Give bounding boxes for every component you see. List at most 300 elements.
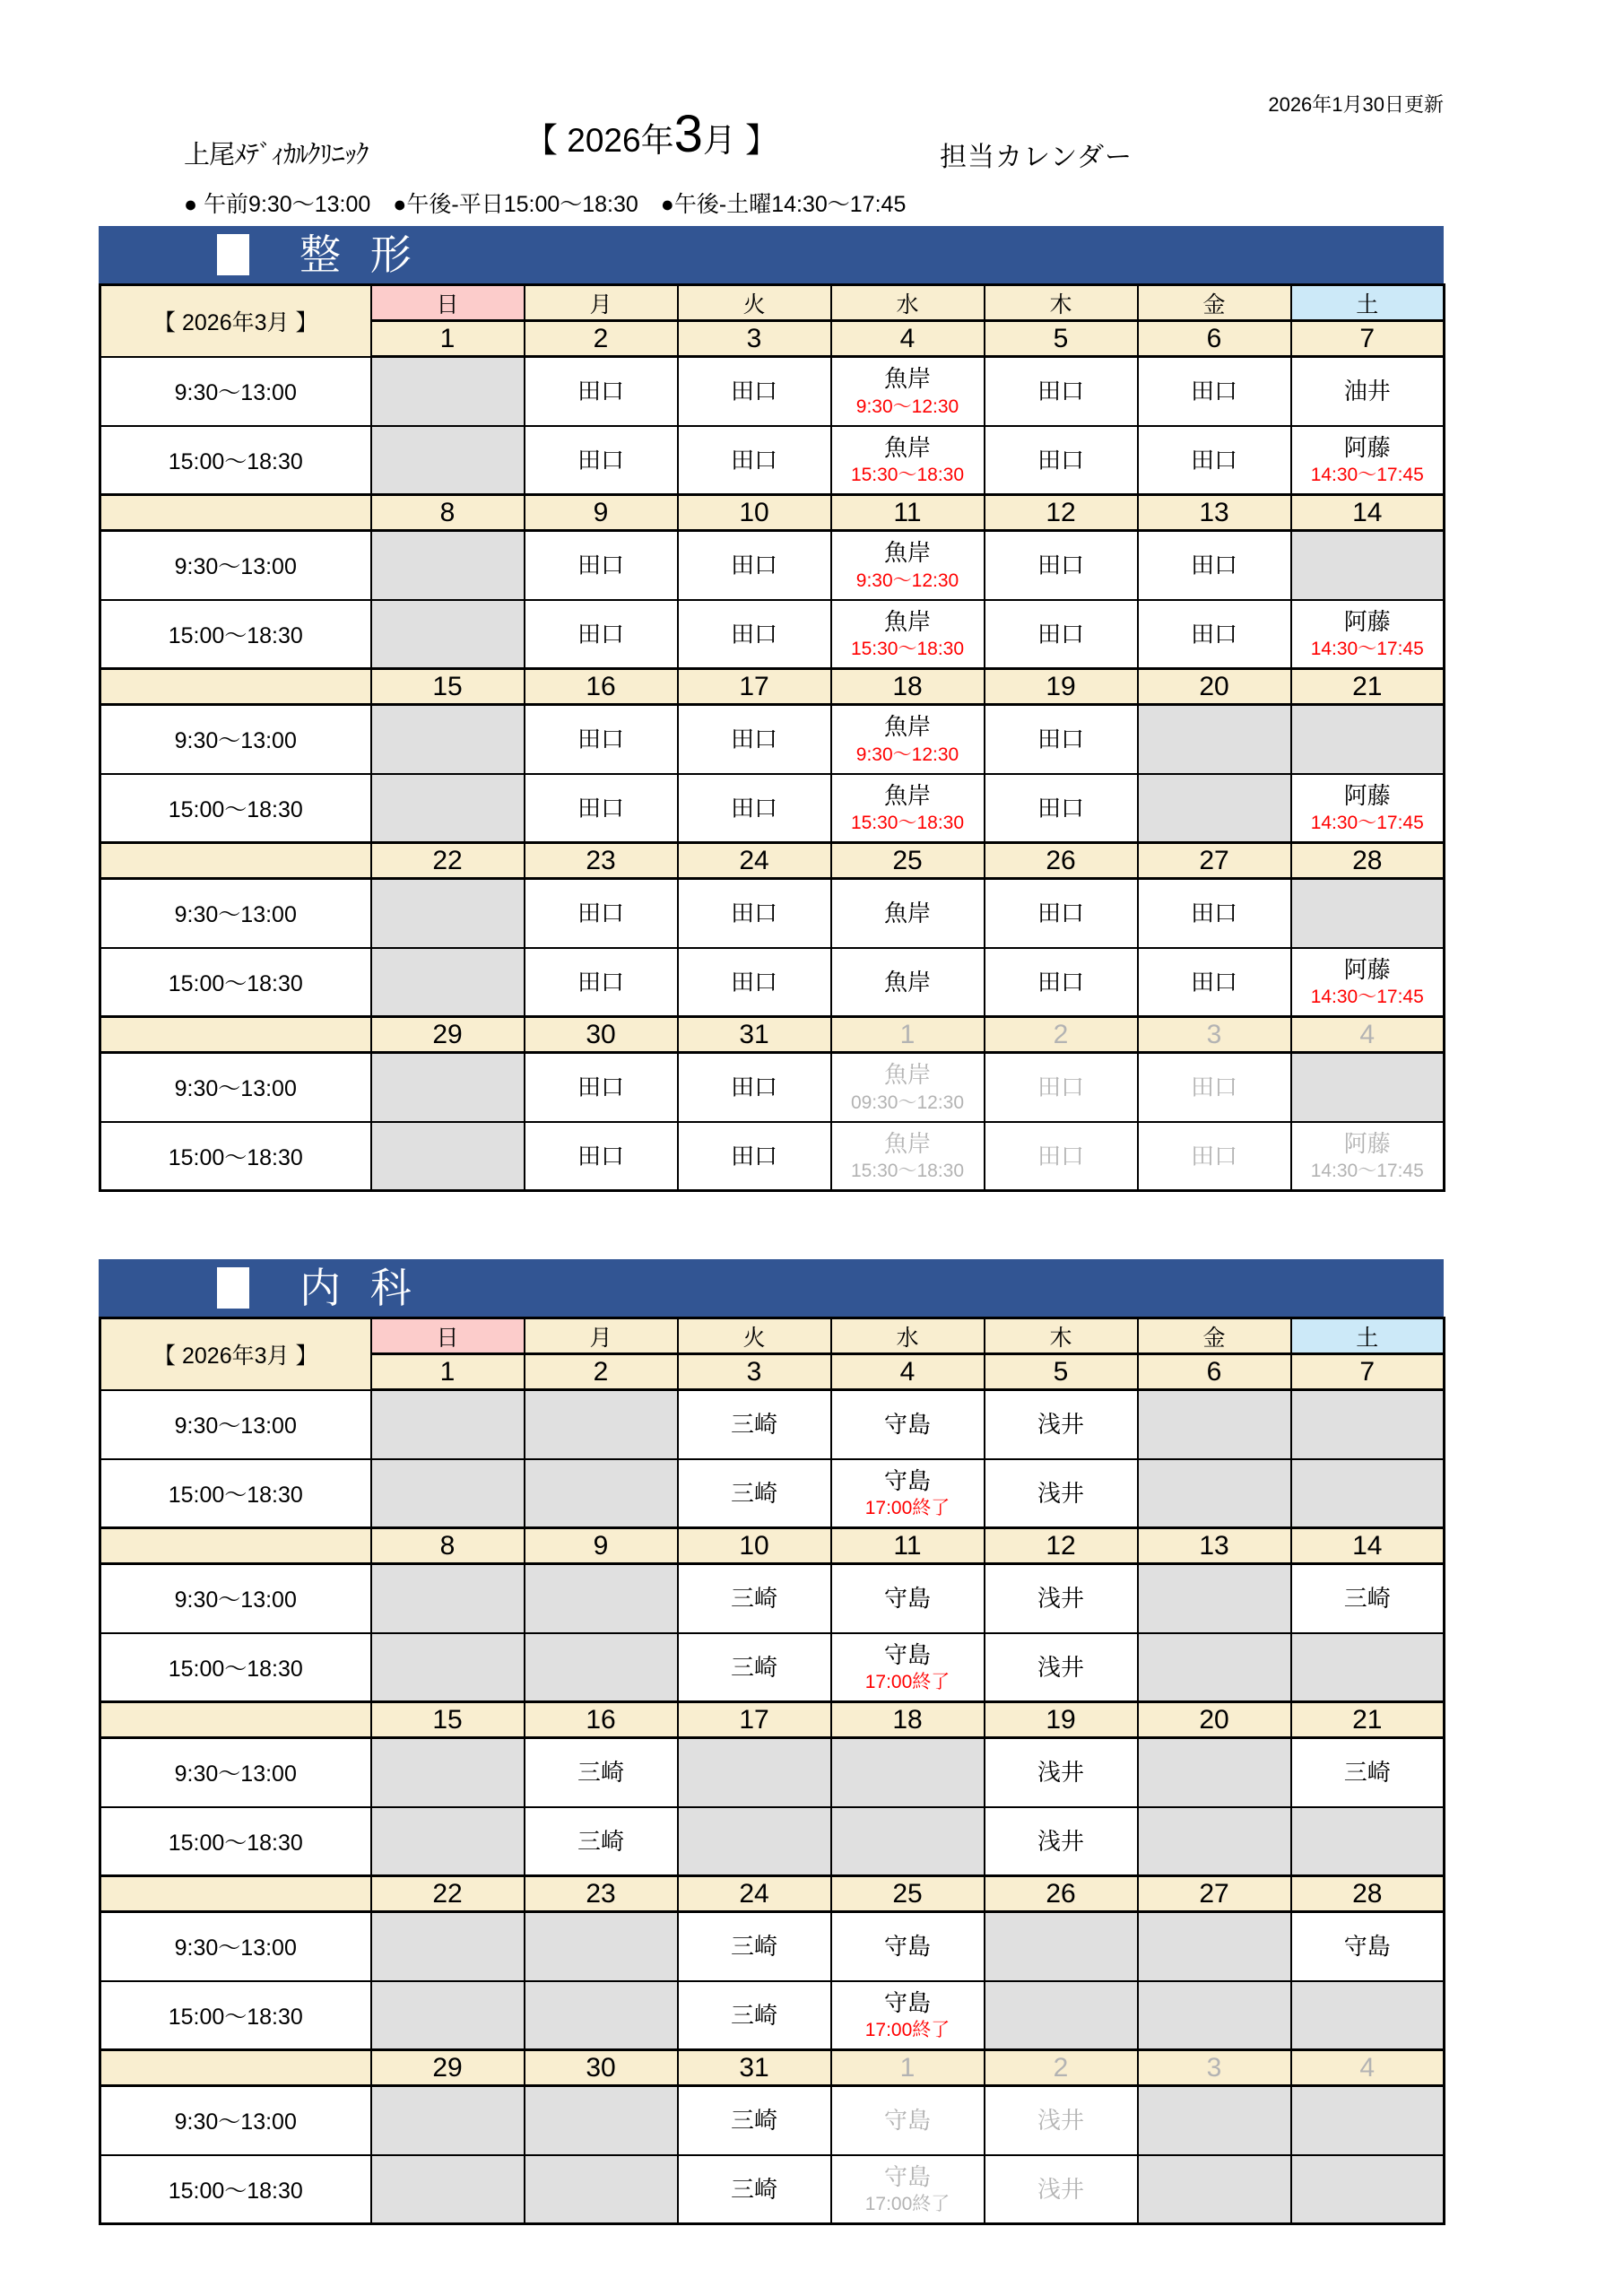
- time-note: 9:30～12:30: [855, 396, 959, 417]
- date-cell: 7: [1291, 321, 1445, 357]
- schedule-cell: [1138, 1564, 1291, 1633]
- date-row: [100, 495, 1445, 531]
- date-cell: 4: [831, 1354, 985, 1390]
- schedule-cell: [525, 948, 678, 1017]
- schedule-cell: [1138, 1459, 1291, 1528]
- schedule-cell: [985, 2086, 1138, 2155]
- day-header-cell: 月: [525, 285, 678, 321]
- doctor-name: 田口: [577, 900, 624, 926]
- date-row-spacer-cell: [100, 1702, 371, 1738]
- time-label-cell: 15:00～18:30: [100, 1459, 371, 1528]
- section-banner: [99, 1259, 1444, 1317]
- schedule-row: [100, 600, 1445, 669]
- time-label-cell: 15:00～18:30: [100, 1807, 371, 1876]
- schedule-cell: [371, 1564, 525, 1633]
- schedule-cell: [525, 1912, 678, 1981]
- date-cell: 24: [678, 843, 831, 879]
- schedule-cell: [1291, 1981, 1445, 2050]
- schedule-table: [99, 283, 1445, 1192]
- schedule-cell: [371, 1459, 525, 1528]
- doctor-name: 田口: [1190, 968, 1237, 996]
- title-month-digit: 3: [673, 105, 703, 163]
- schedule-cell: [371, 948, 525, 1017]
- schedule-row: [100, 1738, 1445, 1807]
- time-label-cell: 9:30～13:00: [100, 357, 371, 426]
- doctor-name: 浅井: [1037, 1479, 1084, 1507]
- date-row: [100, 843, 1445, 879]
- date-cell: 12: [985, 495, 1138, 531]
- schedule-cell: [1291, 1390, 1445, 1459]
- schedule-cell: [985, 948, 1138, 1017]
- schedule-row: [100, 1390, 1445, 1459]
- section-title: 内 科: [299, 1265, 421, 1311]
- doctor-name: 魚岸: [883, 1061, 931, 1089]
- schedule-cell: [525, 879, 678, 948]
- doctor-name: 田口: [577, 794, 624, 822]
- schedule-cell: [831, 1807, 985, 1876]
- schedule-cell: [831, 1053, 985, 1122]
- doctor-name: 浅井: [1037, 1411, 1084, 1438]
- time-label-cell: 9:30～13:00: [100, 1564, 371, 1633]
- schedule-cell: [831, 705, 985, 774]
- schedule-cell: [1291, 600, 1445, 669]
- schedule-row: [100, 1912, 1445, 1981]
- schedule-cell: [1291, 357, 1445, 426]
- date-row: [100, 2050, 1445, 2086]
- time-label-cell: 9:30～13:00: [100, 531, 371, 600]
- doctor-name: 田口: [1037, 794, 1084, 822]
- date-cell: 4: [1291, 2050, 1445, 2086]
- doctor-name: 田口: [1037, 1074, 1084, 1100]
- date-cell: 3: [678, 1354, 831, 1390]
- schedule-cell: [985, 1459, 1138, 1528]
- date-row-spacer-cell: [100, 1876, 371, 1912]
- schedule-row: [100, 531, 1445, 600]
- schedule-cell: [1138, 1633, 1291, 1702]
- date-cell: 13: [1138, 1528, 1291, 1564]
- schedule-cell: [525, 1807, 678, 1876]
- doctor-name: 田口: [1190, 1142, 1237, 1170]
- schedule-cell: [985, 357, 1138, 426]
- doctor-name: 阿藤: [1343, 955, 1391, 983]
- schedule-cell: [678, 531, 831, 600]
- time-label-cell: 9:30～13:00: [100, 1738, 371, 1807]
- schedule-row: [100, 357, 1445, 426]
- doctor-name: 田口: [730, 1074, 777, 1100]
- schedule-cell: [1291, 1122, 1445, 1191]
- date-row: [100, 1702, 1445, 1738]
- schedule-cell: [525, 1981, 678, 2050]
- schedule-cell: [678, 1633, 831, 1702]
- doctor-name: 田口: [730, 620, 777, 648]
- doctor-name: 魚岸: [883, 781, 931, 809]
- doctor-name: 田口: [730, 552, 777, 578]
- schedule-cell: [371, 2155, 525, 2224]
- schedule-cell: [678, 426, 831, 495]
- doctor-name: 浅井: [1037, 1585, 1084, 1612]
- schedule-cell: [525, 357, 678, 426]
- date-cell: 26: [985, 1876, 1138, 1912]
- month-label-cell: 【 2026年3月 】: [100, 1318, 371, 1390]
- date-cell: 15: [371, 1702, 525, 1738]
- schedule-row: [100, 1807, 1445, 1876]
- doctor-name: 田口: [730, 1142, 777, 1170]
- schedule-row: [100, 2155, 1445, 2224]
- schedule-cell: [371, 600, 525, 669]
- schedule-cell: [525, 1564, 678, 1633]
- doctor-name: 田口: [577, 552, 624, 578]
- schedule-cell: [831, 600, 985, 669]
- schedule-cell: [525, 705, 678, 774]
- doctor-name: 三崎: [730, 2175, 777, 2203]
- schedule-cell: [525, 1390, 678, 1459]
- schedule-cell: [1138, 531, 1291, 600]
- schedule-cell: [831, 1738, 985, 1807]
- schedule-cell: [985, 1564, 1138, 1633]
- schedule-cell: [371, 879, 525, 948]
- date-cell: 28: [1291, 843, 1445, 879]
- doctor-name: 三崎: [577, 1759, 624, 1786]
- schedule-cell: [371, 2086, 525, 2155]
- date-cell: 22: [371, 1876, 525, 1912]
- month-label-cell: 【 2026年3月 】: [100, 285, 371, 357]
- doctor-name: 魚岸: [883, 365, 931, 393]
- updated-date: 2026年1月30日更新: [1268, 93, 1444, 116]
- time-note: 17:00終了: [864, 2194, 950, 2215]
- date-row-spacer-cell: [100, 1017, 371, 1053]
- schedule-row: [100, 426, 1445, 495]
- doctor-name: 守島: [883, 1585, 931, 1612]
- doctor-name: 三崎: [730, 1585, 777, 1612]
- schedule-cell: [1138, 1738, 1291, 1807]
- schedule-cell: [1291, 1738, 1445, 1807]
- doctor-name: 守島: [883, 1640, 931, 1668]
- title-prefix: 【 2026年: [525, 122, 674, 159]
- schedule-cell: [985, 774, 1138, 843]
- doctor-name: 守島: [883, 1411, 931, 1438]
- date-row-spacer-cell: [100, 669, 371, 705]
- doctor-name: 守島: [1343, 1933, 1391, 1960]
- doctor-name: 守島: [883, 2107, 931, 2134]
- doctor-name: 魚岸: [883, 1129, 931, 1157]
- time-label-cell: 15:00～18:30: [100, 948, 371, 1017]
- date-cell: 31: [678, 2050, 831, 2086]
- day-header-cell: 日: [371, 285, 525, 321]
- schedule-cell: [525, 600, 678, 669]
- schedule-cell: [678, 1390, 831, 1459]
- day-header-cell: 土: [1291, 1318, 1445, 1354]
- doctor-name: 三崎: [730, 1933, 777, 1960]
- schedule-cell: [678, 1981, 831, 2050]
- time-note: 9:30～12:30: [855, 744, 959, 765]
- date-cell: 30: [525, 1017, 678, 1053]
- doctor-name: 田口: [1037, 1142, 1084, 1170]
- title-suffix: 月 】: [702, 122, 779, 159]
- doctor-name: 油井: [1343, 378, 1391, 404]
- schedule-cell: [371, 357, 525, 426]
- doctor-name: 田口: [1037, 968, 1084, 996]
- day-header-cell: 金: [1138, 285, 1291, 321]
- doctor-name: 浅井: [1037, 1653, 1084, 1681]
- day-header-cell: 火: [678, 285, 831, 321]
- section-bullet-icon: [217, 1267, 249, 1309]
- schedule-cell: [1291, 2086, 1445, 2155]
- time-note: 14:30～17:45: [1310, 813, 1424, 834]
- date-row-spacer-cell: [100, 843, 371, 879]
- doctor-name: 田口: [577, 378, 624, 404]
- section-banner: [99, 226, 1444, 283]
- schedule-cell: [371, 1738, 525, 1807]
- schedule-cell: [831, 1390, 985, 1459]
- schedule-row: [100, 1633, 1445, 1702]
- day-header-cell: 月: [525, 1318, 678, 1354]
- date-row-spacer-cell: [100, 495, 371, 531]
- doctor-name: 田口: [730, 378, 777, 404]
- date-cell: 11: [831, 1528, 985, 1564]
- time-note: 15:30～18:30: [850, 813, 965, 834]
- doctor-name: 魚岸: [883, 968, 931, 996]
- date-cell: 22: [371, 843, 525, 879]
- schedule-cell: [985, 1738, 1138, 1807]
- schedule-cell: [371, 426, 525, 495]
- schedule-cell: [831, 1633, 985, 1702]
- schedule-row: [100, 948, 1445, 1017]
- date-cell: 4: [1291, 1017, 1445, 1053]
- date-row-spacer-cell: [100, 1528, 371, 1564]
- date-cell: 4: [831, 321, 985, 357]
- schedule-cell: [1291, 948, 1445, 1017]
- schedule-cell: [1138, 705, 1291, 774]
- schedule-cell: [525, 426, 678, 495]
- date-cell: 2: [525, 1354, 678, 1390]
- schedule-cell: [985, 2155, 1138, 2224]
- date-row: [100, 669, 1445, 705]
- schedule-cell: [1138, 1122, 1291, 1191]
- doctor-name: 魚岸: [883, 433, 931, 461]
- schedule-cell: [985, 879, 1138, 948]
- date-cell: 5: [985, 321, 1138, 357]
- date-cell: 11: [831, 495, 985, 531]
- schedule-cell: [985, 426, 1138, 495]
- schedule-cell: [371, 1390, 525, 1459]
- time-note: 15:30～18:30: [850, 1161, 965, 1182]
- schedule-cell: [831, 948, 985, 1017]
- schedule-cell: [1138, 879, 1291, 948]
- schedule-cell: [1138, 1807, 1291, 1876]
- date-cell: 28: [1291, 1876, 1445, 1912]
- date-cell: 13: [1138, 495, 1291, 531]
- doctor-name: 田口: [1037, 900, 1084, 926]
- schedule-cell: [1138, 1912, 1291, 1981]
- date-row-spacer-cell: [100, 2050, 371, 2086]
- date-cell: 23: [525, 1876, 678, 1912]
- schedule-cell: [985, 1981, 1138, 2050]
- date-cell: 8: [371, 1528, 525, 1564]
- doctor-name: 田口: [1037, 552, 1084, 578]
- schedule-cell: [371, 705, 525, 774]
- schedule-cell: [831, 879, 985, 948]
- schedule-cell: [371, 531, 525, 600]
- schedule-row: [100, 705, 1445, 774]
- time-note: 9:30～12:30: [855, 570, 959, 591]
- day-header-cell: 金: [1138, 1318, 1291, 1354]
- schedule-cell: [678, 948, 831, 1017]
- schedule-cell: [1291, 1912, 1445, 1981]
- day-header-cell: 火: [678, 1318, 831, 1354]
- schedule-cell: [1138, 600, 1291, 669]
- schedule-cell: [678, 1459, 831, 1528]
- doctor-name: 三崎: [1343, 1759, 1391, 1786]
- doctor-name: 三崎: [1343, 1585, 1391, 1612]
- date-cell: 16: [525, 1702, 678, 1738]
- schedule-cell: [1138, 774, 1291, 843]
- date-cell: 25: [831, 843, 985, 879]
- schedule-cell: [1291, 1564, 1445, 1633]
- time-note: 15:30～18:30: [850, 639, 965, 660]
- date-cell: 6: [1138, 1354, 1291, 1390]
- day-header-cell: 日: [371, 1318, 525, 1354]
- date-row: [100, 1017, 1445, 1053]
- page-title: [525, 104, 778, 164]
- schedule-cell: [525, 1633, 678, 1702]
- doctor-name: 浅井: [1037, 1759, 1084, 1786]
- doctor-name: 田口: [730, 968, 777, 996]
- schedule-cell: [831, 1981, 985, 2050]
- date-cell: 18: [831, 1702, 985, 1738]
- schedule-cell: [371, 1633, 525, 1702]
- schedule-table: [99, 1317, 1445, 2225]
- schedule-cell: [1138, 357, 1291, 426]
- schedule-cell: [525, 2086, 678, 2155]
- doctor-name: 田口: [577, 968, 624, 996]
- time-note: 17:00終了: [864, 1672, 950, 1693]
- schedule-cell: [525, 1459, 678, 1528]
- doctor-name: 田口: [1190, 1074, 1237, 1100]
- doctor-name: 田口: [577, 726, 624, 752]
- date-cell: 1: [831, 2050, 985, 2086]
- section-orthopedics: [99, 226, 1444, 1192]
- schedule-cell: [985, 1912, 1138, 1981]
- date-cell: 2: [985, 1017, 1138, 1053]
- schedule-cell: [371, 774, 525, 843]
- schedule-cell: [985, 705, 1138, 774]
- date-cell: 3: [1138, 2050, 1291, 2086]
- time-label-cell: 9:30～13:00: [100, 705, 371, 774]
- date-cell: 5: [985, 1354, 1138, 1390]
- doctor-name: 守島: [883, 1466, 931, 1494]
- time-note: 14:30～17:45: [1310, 1161, 1424, 1182]
- time-label-cell: 15:00～18:30: [100, 1981, 371, 2050]
- schedule-cell: [985, 600, 1138, 669]
- time-note: 09:30～12:30: [850, 1091, 965, 1113]
- time-label-cell: 9:30～13:00: [100, 1390, 371, 1459]
- date-cell: 2: [985, 2050, 1138, 2086]
- doctor-name: 三崎: [730, 2107, 777, 2134]
- doctor-name: 三崎: [577, 1827, 624, 1855]
- day-header-cell: 木: [985, 1318, 1138, 1354]
- schedule-cell: [831, 774, 985, 843]
- time-note: 17:00終了: [864, 2020, 950, 2041]
- schedule-cell: [371, 1053, 525, 1122]
- schedule-row: [100, 774, 1445, 843]
- schedule-cell: [525, 1053, 678, 1122]
- time-label-cell: 9:30～13:00: [100, 1912, 371, 1981]
- date-cell: 24: [678, 1876, 831, 1912]
- date-cell: 19: [985, 669, 1138, 705]
- section-bullet-icon: [217, 234, 249, 275]
- schedule-cell: [831, 2086, 985, 2155]
- doctor-name: 田口: [1037, 620, 1084, 648]
- schedule-cell: [371, 1807, 525, 1876]
- date-cell: 21: [1291, 1702, 1445, 1738]
- date-cell: 10: [678, 495, 831, 531]
- schedule-cell: [831, 1459, 985, 1528]
- date-cell: 31: [678, 1017, 831, 1053]
- schedule-cell: [678, 600, 831, 669]
- schedule-cell: [985, 1807, 1138, 1876]
- time-label-cell: 15:00～18:30: [100, 1122, 371, 1191]
- doctor-name: 田口: [577, 620, 624, 648]
- date-cell: 8: [371, 495, 525, 531]
- hours-note: ● 午前9:30～13:00 ●午後-平日15:00～18:30 ●午後-土曜14:30～17:45: [184, 192, 907, 217]
- date-cell: 6: [1138, 321, 1291, 357]
- day-header-cell: 木: [985, 285, 1138, 321]
- time-note: 15:30～18:30: [850, 465, 965, 486]
- schedule-row: [100, 879, 1445, 948]
- schedule-cell: [525, 531, 678, 600]
- time-note: 14:30～17:45: [1310, 987, 1424, 1008]
- date-cell: 16: [525, 669, 678, 705]
- time-label-cell: 9:30～13:00: [100, 879, 371, 948]
- schedule-cell: [985, 1053, 1138, 1122]
- schedule-cell: [678, 357, 831, 426]
- schedule-cell: [371, 1981, 525, 2050]
- doctor-name: 田口: [1190, 552, 1237, 578]
- doctor-name: 田口: [1190, 446, 1237, 474]
- schedule-row: [100, 1053, 1445, 1122]
- schedule-cell: [831, 357, 985, 426]
- schedule-row: [100, 2086, 1445, 2155]
- doctor-name: 田口: [730, 900, 777, 926]
- time-label-cell: 15:00～18:30: [100, 1633, 371, 1702]
- doctor-name: 魚岸: [883, 713, 931, 741]
- schedule-cell: [1291, 1459, 1445, 1528]
- schedule-cell: [1138, 2155, 1291, 2224]
- schedule-cell: [1291, 1633, 1445, 1702]
- doctor-name: 守島: [883, 1988, 931, 2016]
- schedule-cell: [831, 1564, 985, 1633]
- schedule-cell: [678, 774, 831, 843]
- doctor-name: 浅井: [1037, 1827, 1084, 1855]
- doctor-name: 浅井: [1037, 2175, 1084, 2203]
- date-cell: 27: [1138, 1876, 1291, 1912]
- schedule-cell: [678, 1912, 831, 1981]
- schedule-cell: [678, 1738, 831, 1807]
- time-label-cell: 9:30～13:00: [100, 1053, 371, 1122]
- doctor-name: 阿藤: [1343, 1129, 1391, 1157]
- date-cell: 27: [1138, 843, 1291, 879]
- day-header-row: [100, 285, 1445, 321]
- doctor-name: 三崎: [730, 1411, 777, 1438]
- schedule-cell: [1291, 1053, 1445, 1122]
- schedule-row: [100, 1459, 1445, 1528]
- date-cell: 9: [525, 1528, 678, 1564]
- schedule-cell: [985, 1390, 1138, 1459]
- schedule-cell: [371, 1122, 525, 1191]
- schedule-cell: [985, 1633, 1138, 1702]
- date-cell: 1: [831, 1017, 985, 1053]
- date-cell: 29: [371, 1017, 525, 1053]
